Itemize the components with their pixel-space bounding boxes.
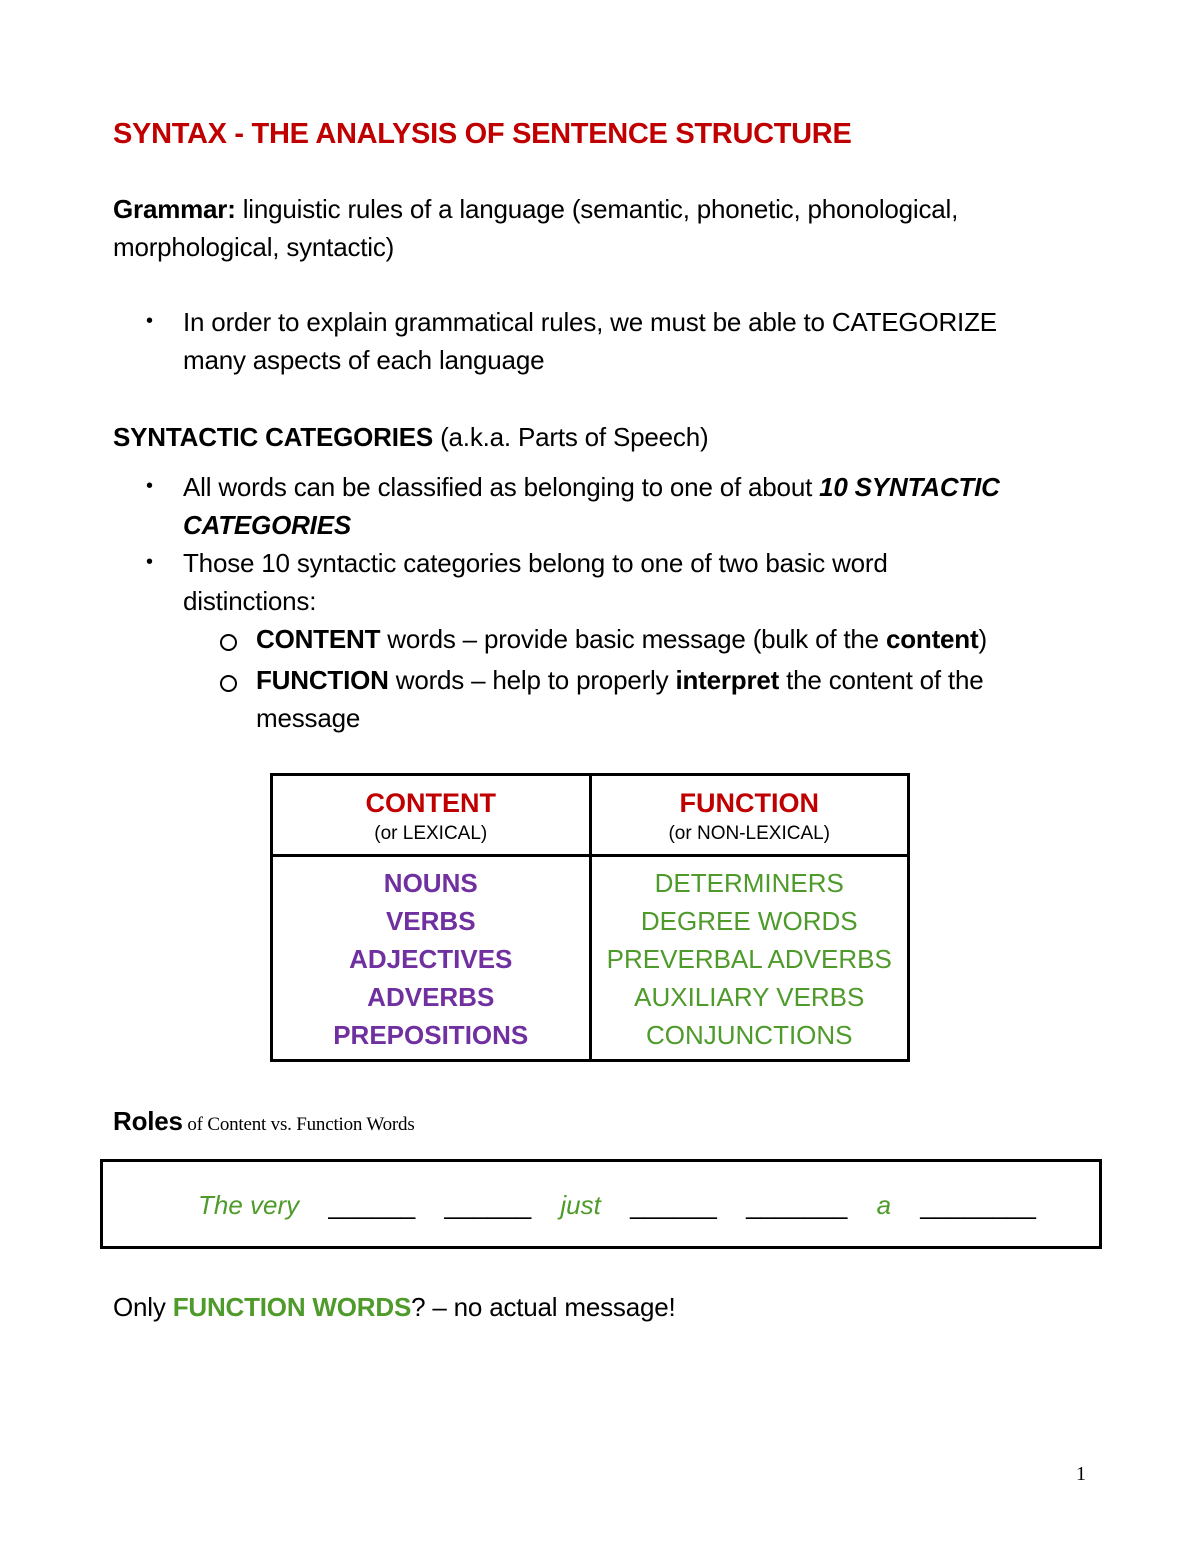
- only-prefix: Only: [113, 1292, 173, 1322]
- circle-bullet-icon: [220, 634, 237, 651]
- bullet-dot-icon: •: [146, 310, 154, 332]
- function-header: FUNCTION: [679, 788, 819, 818]
- bullet-two-line2: distinctions:: [183, 586, 317, 616]
- bullet-ten-categories: [183, 468, 1000, 544]
- function-item: DETERMINERS: [654, 868, 844, 898]
- content-item: ADVERBS: [367, 982, 495, 1012]
- function-subheader: (or NON-LEXICAL): [668, 823, 831, 844]
- bullet-ten-emphasis: 10 SYNTACTIC: [819, 472, 1000, 502]
- sub-function-line2: message: [256, 703, 361, 733]
- roles-label: Roles: [113, 1106, 183, 1136]
- function-item: CONJUNCTIONS: [645, 1020, 853, 1050]
- syntactic-categories-suffix: (a.k.a. Parts of Speech): [433, 422, 709, 452]
- example-sentence-box: [100, 1159, 1102, 1249]
- syntactic-categories-label: SYNTACTIC CATEGORIES: [113, 422, 434, 452]
- content-item: NOUNS: [383, 868, 478, 898]
- sentence-blank: ______: [328, 1190, 416, 1220]
- sentence-blank: ______: [444, 1190, 532, 1220]
- sentence-word: just: [560, 1190, 601, 1220]
- only-emph: FUNCTION WORDS: [172, 1292, 412, 1322]
- function-items-list: [593, 858, 907, 1058]
- sentence-blank: ________: [920, 1190, 1036, 1220]
- content-item: PREPOSITIONS: [333, 1020, 529, 1050]
- grammar-text-2: morphological, syntactic): [113, 232, 395, 262]
- bullet-ten-text: All words can be classified as belonging to one of about: [183, 472, 820, 502]
- bullet-two-line1: Those 10 syntactic categories belong to one of two basic word: [183, 548, 888, 578]
- circle-bullet-icon: [220, 675, 237, 692]
- content-item: ADJECTIVES: [349, 944, 513, 974]
- roles-heading: [113, 1102, 415, 1144]
- grammar-definition: [113, 190, 958, 266]
- sub-content-words: [256, 620, 987, 658]
- bullet-categorize-line1: In order to explain grammatical rules, we must be able to CATEGORIZE: [183, 307, 997, 337]
- example-sentence: [198, 1190, 1058, 1221]
- only-function-words-line: [113, 1288, 676, 1326]
- only-suffix: ? – no actual message!: [411, 1292, 676, 1322]
- sub-content-end: ): [978, 624, 987, 654]
- sentence-word: a: [876, 1190, 892, 1220]
- function-item: AUXILIARY VERBS: [634, 982, 865, 1012]
- sub-function-emph: interpret: [675, 665, 780, 695]
- function-header-cell: [590, 775, 909, 856]
- page-title: SYNTAX - THE ANALYSIS OF SENTENCE STRUCTURE: [113, 118, 852, 150]
- content-header-cell: [272, 775, 591, 856]
- content-function-table: [270, 773, 910, 1062]
- grammar-label: Grammar:: [113, 194, 236, 224]
- sentence-word: The very: [198, 1190, 300, 1220]
- sub-content-text: words – provide basic message (bulk of the: [380, 624, 886, 654]
- content-item: VERBS: [385, 906, 476, 936]
- page-number: 1: [1076, 1463, 1086, 1485]
- sub-content-emph: content: [885, 624, 979, 654]
- sub-function-text: words – help to properly: [388, 665, 676, 695]
- sub-function-end: the content of the: [779, 665, 984, 695]
- bullet-dot-icon: •: [146, 551, 154, 573]
- function-item: DEGREE WORDS: [640, 906, 858, 936]
- sentence-blank: _______: [746, 1190, 848, 1220]
- sub-function-words: [256, 661, 983, 737]
- sub-content-label: CONTENT: [256, 624, 381, 654]
- function-item: PREVERBAL ADVERBS: [606, 944, 892, 974]
- content-header: CONTENT: [365, 788, 496, 818]
- content-items-list: [274, 858, 588, 1058]
- sentence-blank: ______: [630, 1190, 717, 1220]
- content-items-cell: [272, 856, 591, 1061]
- bullet-dot-icon: •: [146, 475, 154, 497]
- function-items-cell: [590, 856, 909, 1061]
- sub-function-label: FUNCTION: [256, 665, 389, 695]
- bullet-two-distinctions: [183, 544, 888, 620]
- syntactic-categories-heading: [113, 418, 708, 456]
- content-subheader: (or LEXICAL): [374, 823, 488, 844]
- bullet-categorize: [183, 303, 997, 379]
- bullet-ten-emphasis-2: CATEGORIES: [183, 510, 351, 540]
- grammar-text-1: linguistic rules of a language (semantic, phonetic, phonological,: [235, 194, 959, 224]
- roles-suffix: of Content vs. Function Words: [182, 1114, 415, 1135]
- bullet-categorize-line2: many aspects of each language: [183, 345, 545, 375]
